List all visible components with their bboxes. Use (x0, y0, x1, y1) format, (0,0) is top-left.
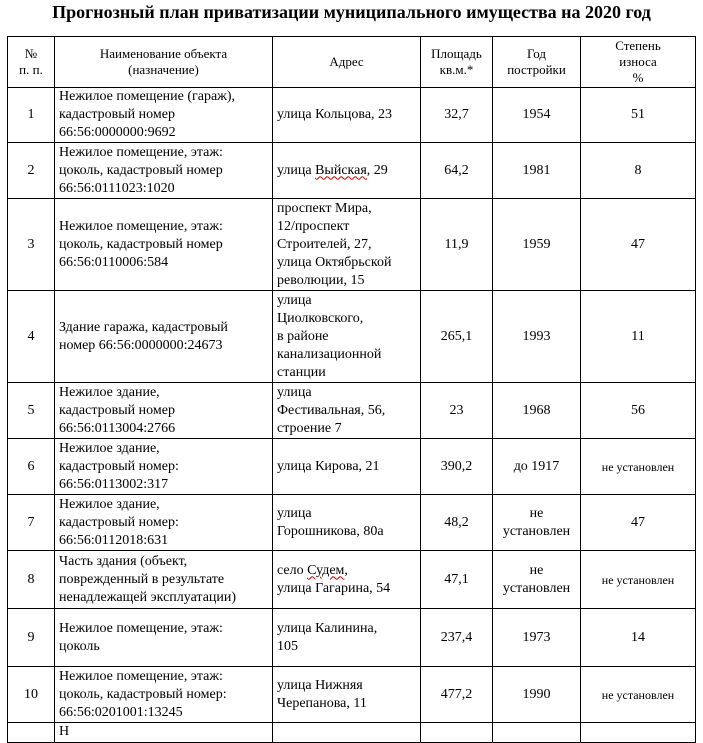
object-area: 265,1 (421, 291, 493, 383)
address-line: 105 (277, 638, 298, 654)
header-object-name (55, 37, 273, 88)
address-line: в районе (277, 328, 329, 344)
object-name-line: Нежилое помещение, этаж: (59, 218, 223, 234)
object-year (493, 199, 581, 291)
address-suffix: , (344, 562, 348, 578)
object-wear: 56 (581, 383, 696, 439)
address-line: строение 7 (277, 420, 342, 436)
object-name-line: Нежилое помещение, этаж: (59, 144, 223, 160)
object-wear: 51 (581, 88, 696, 143)
object-name-line: Нежилое помещение (гараж), (59, 89, 236, 104)
object-address (273, 143, 421, 199)
address-prefix: село (277, 562, 308, 578)
header-year-line1: Год (526, 46, 547, 61)
address-line: улица (277, 505, 312, 521)
object-address (273, 291, 421, 383)
object-year (493, 551, 581, 609)
object-area: 23 (421, 383, 493, 439)
object-address (273, 723, 421, 743)
object-name (55, 551, 273, 609)
object-name-line: цоколь, кадастровый номер: (59, 686, 227, 702)
row-number: 1 (8, 88, 55, 143)
row-number: 5 (8, 383, 55, 439)
address-prefix: улица (277, 162, 316, 178)
object-name-line: Нежилое здание, (59, 496, 160, 512)
address-line (277, 562, 416, 580)
object-address (273, 439, 421, 495)
object-address (273, 495, 421, 551)
year-line: 1993 (522, 328, 551, 344)
row-number: 8 (8, 551, 55, 609)
header-area (421, 37, 493, 88)
object-name (55, 609, 273, 667)
object-wear: не установлен (581, 439, 696, 495)
object-name-line: 66:56:0113004:2766 (59, 420, 176, 436)
address-line: 12/проспект (277, 218, 350, 234)
address-suffix: , 29 (366, 162, 388, 178)
object-area: 64,2 (421, 143, 493, 199)
object-area: 477,2 (421, 667, 493, 723)
year-line: 1990 (522, 686, 551, 702)
object-name-line: поврежденный в результате (59, 571, 225, 587)
object-year (493, 439, 581, 495)
object-year (493, 383, 581, 439)
address-line: улица Кирова, 21 (277, 458, 380, 474)
object-name-line: номер 66:56:0000000:24673 (59, 337, 223, 353)
object-year (493, 723, 581, 743)
object-name-line: 66:56:0112018:631 (59, 532, 169, 548)
address-line: Горошникова, 80а (277, 523, 384, 539)
object-name (55, 439, 273, 495)
object-name-line: 66:56:0201001:13245 (59, 704, 183, 720)
table-row (8, 495, 696, 551)
table-row (8, 291, 696, 383)
year-line: 1968 (522, 402, 551, 418)
address-line: Черепанова, 11 (277, 695, 367, 711)
object-name-line: ненадлежащей эксплуатации) (59, 589, 237, 605)
table-header-row (8, 37, 696, 88)
spellcheck-marked-word: Судем (307, 562, 345, 578)
object-area: 32,7 (421, 88, 493, 143)
year-line: 1959 (522, 236, 551, 252)
object-wear: не установлен (581, 551, 696, 609)
object-name-line: 66:56:0110006:584 (59, 254, 169, 270)
header-wear (581, 37, 696, 88)
object-name (55, 143, 273, 199)
year-line: до 1917 (513, 458, 560, 474)
table-row (8, 143, 696, 199)
address-line: улица (277, 384, 312, 400)
object-wear: 47 (581, 199, 696, 291)
object-name (55, 383, 273, 439)
object-name-line: Нежилое здание, (59, 440, 160, 456)
object-wear: 14 (581, 609, 696, 667)
row-number: 10 (8, 667, 55, 723)
object-name-line: цоколь, кадастровый номер (59, 236, 223, 252)
object-name-line: 66:56:0111023:1020 (59, 180, 175, 196)
object-wear: 8 (581, 143, 696, 199)
object-name-line: цоколь (59, 638, 100, 654)
header-number-line2: п. п. (19, 62, 43, 77)
object-year (493, 88, 581, 143)
row-number: 3 (8, 199, 55, 291)
object-name-line: Здание гаража, кадастровый (59, 319, 228, 335)
object-wear: 11 (581, 291, 696, 383)
year-line: не (529, 562, 544, 578)
object-name-line: кадастровый номер (59, 402, 175, 418)
table-row (8, 439, 696, 495)
address-line: проспект Мира, (277, 200, 372, 216)
object-name-line: Нежилое здание, (59, 384, 160, 400)
table-row (8, 383, 696, 439)
spellcheck-marked-word: Выйская (315, 162, 367, 178)
header-year-line2: постройки (507, 62, 566, 77)
table-row (8, 199, 696, 291)
row-number: 7 (8, 495, 55, 551)
header-area-line2: кв.м.* (439, 62, 474, 77)
header-address-text: Адрес (329, 54, 364, 69)
table-row-partial (8, 723, 696, 743)
object-wear (581, 723, 696, 743)
object-year (493, 291, 581, 383)
object-area (421, 723, 493, 743)
object-name-line: Нежилое помещение, этаж: (59, 620, 223, 636)
object-name (55, 88, 273, 143)
object-name-line: Нежилое помещение, этаж: (59, 668, 223, 684)
row-number: 6 (8, 439, 55, 495)
year-line: 1973 (522, 629, 551, 645)
year-line: установлен (502, 580, 571, 596)
object-year (493, 143, 581, 199)
address-line: станции (277, 364, 326, 380)
object-year (493, 667, 581, 723)
object-name-line: Н (59, 724, 70, 739)
address-line (277, 162, 416, 180)
object-address (273, 609, 421, 667)
header-wear-line3: % (632, 70, 644, 85)
address-line: улица Кольцова, 23 (277, 107, 393, 122)
object-year (493, 609, 581, 667)
table-row (8, 551, 696, 609)
object-address (273, 383, 421, 439)
object-wear: 47 (581, 495, 696, 551)
header-number (8, 37, 55, 88)
object-address (273, 88, 421, 143)
object-address (273, 667, 421, 723)
object-area: 390,2 (421, 439, 493, 495)
address-line: Строителей, 27, (277, 236, 372, 252)
header-wear-line1: Степень (615, 38, 661, 53)
header-number-line1: № (24, 46, 38, 61)
object-name-line: Часть здания (объект, (59, 553, 188, 569)
table-row (8, 667, 696, 723)
object-name-line: кадастровый номер: (59, 458, 179, 474)
header-area-line1: Площадь (431, 46, 482, 61)
object-area: 237,4 (421, 609, 493, 667)
object-wear: не установлен (581, 667, 696, 723)
object-year (493, 495, 581, 551)
object-address (273, 199, 421, 291)
privatization-plan-table (7, 36, 696, 743)
object-name (55, 199, 273, 291)
object-address (273, 551, 421, 609)
address-line: Фестивальная, 56, (277, 402, 386, 418)
header-address (273, 37, 421, 88)
row-number: 9 (8, 609, 55, 667)
object-name (55, 495, 273, 551)
object-name-line: 66:56:0113002:317 (59, 476, 169, 492)
header-year (493, 37, 581, 88)
object-name-line: кадастровый номер (59, 107, 175, 122)
address-line: канализационной (277, 346, 382, 362)
address-line: революции, 15 (277, 272, 365, 288)
object-name-line: цоколь, кадастровый номер (59, 162, 223, 178)
row-number (8, 723, 55, 743)
page-title: Прогнозный план приватизации муниципального имущества на 2020 год (52, 2, 651, 22)
year-line: 1981 (522, 162, 551, 178)
address-line: улица (277, 292, 312, 308)
object-area: 48,2 (421, 495, 493, 551)
table-row (8, 88, 696, 143)
address-line: улица Октябрьской (277, 254, 392, 270)
header-wear-line2: износа (619, 54, 657, 69)
object-area: 47,1 (421, 551, 493, 609)
object-name (55, 723, 273, 743)
object-name (55, 291, 273, 383)
address-line: улица Калинина, (277, 620, 378, 636)
year-line: не (529, 505, 544, 521)
object-name-line: 66:56:0000000:9692 (59, 125, 176, 140)
year-line: установлен (502, 523, 571, 539)
object-name-line: кадастровый номер: (59, 514, 179, 530)
address-line: Циолковского, (277, 310, 364, 326)
header-object-name-line1: Наименование объекта (99, 46, 228, 61)
address-line: улица Нижняя (277, 677, 363, 693)
table-row (8, 609, 696, 667)
row-number: 2 (8, 143, 55, 199)
row-number: 4 (8, 291, 55, 383)
header-object-name-line2: (назначение) (128, 62, 199, 77)
year-line: 1954 (522, 107, 551, 122)
object-name (55, 667, 273, 723)
object-area: 11,9 (421, 199, 493, 291)
address-line: улица Гагарина, 54 (277, 580, 391, 596)
